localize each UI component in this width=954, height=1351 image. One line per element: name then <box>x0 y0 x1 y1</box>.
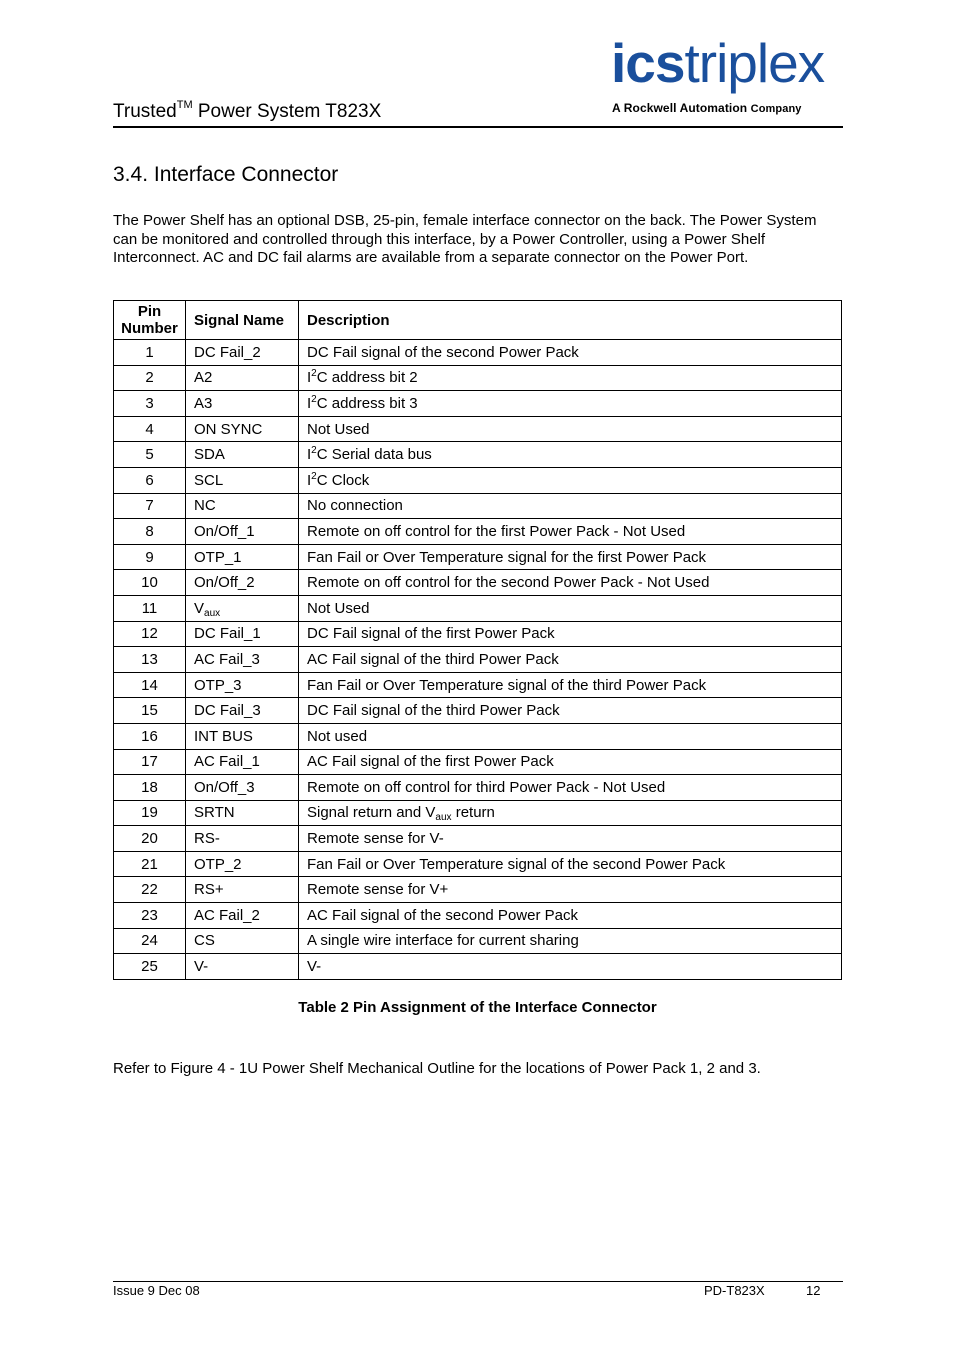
description-text: Remote sense for V- <box>307 830 444 848</box>
logo-tagline-text: A Rockwell Automation <box>612 101 748 115</box>
table-row <box>114 749 842 775</box>
description-cell <box>299 749 842 775</box>
table-row <box>114 903 842 929</box>
description-prefix: I <box>307 471 312 489</box>
table-header-row <box>114 301 842 340</box>
description-cell <box>299 416 842 442</box>
description-cell <box>299 723 842 749</box>
description-prefix: I <box>307 369 312 387</box>
description-text: No connection <box>307 497 403 515</box>
logo-tagline-company: Company <box>750 103 802 115</box>
logo-bold-text: ics <box>611 32 685 94</box>
document-title <box>113 99 381 125</box>
description-text: Remote on off control for the first Power Pack - Not Used <box>307 522 686 540</box>
table-body <box>114 340 842 980</box>
description-superscript: 2 <box>311 445 317 457</box>
pin-number-cell: 15 <box>114 698 186 724</box>
table-row <box>114 954 842 980</box>
description-cell <box>299 647 842 673</box>
description-text: AC Fail signal of the second Power Pack <box>307 906 578 924</box>
description-cell <box>299 570 842 596</box>
signal-name-cell <box>186 749 299 775</box>
pin-number-cell: 10 <box>114 570 186 596</box>
description-text: DC Fail signal of the third Power Pack <box>307 702 560 720</box>
pin-number-cell: 24 <box>114 928 186 954</box>
signal-name-text: A3 <box>194 394 213 412</box>
pin-number-cell: 23 <box>114 903 186 929</box>
reference-paragraph: Refer to Figure 4 - 1U Power Shelf Mechanical Outline for the locations of Power Pack 1, 2 and 3. <box>113 1060 761 1077</box>
signal-name-text: AC Fail_3 <box>194 650 260 668</box>
signal-name-text: OTP_1 <box>194 548 242 566</box>
description-text: Not used <box>307 727 368 745</box>
description-text: C Serial data bus <box>316 446 432 464</box>
pin-number-cell: 4 <box>114 416 186 442</box>
signal-name-cell <box>186 442 299 468</box>
description-text: Remote sense for V+ <box>307 881 449 899</box>
footer-page-number: 12 <box>806 1283 821 1298</box>
signal-name-cell <box>186 621 299 647</box>
description-prefix: I <box>307 446 312 464</box>
signal-name-cell <box>186 928 299 954</box>
signal-name-cell <box>186 391 299 417</box>
table-row <box>114 775 842 801</box>
pin-number-cell: 22 <box>114 877 186 903</box>
table-row <box>114 672 842 698</box>
description-cell <box>299 544 842 570</box>
description-text: AC Fail signal of the first Power Pack <box>307 753 554 771</box>
trademark-mark: TM <box>176 99 193 111</box>
table-row <box>114 519 842 545</box>
signal-name-cell <box>186 544 299 570</box>
description-superscript: 2 <box>311 470 317 482</box>
column-header-signal: Signal Name <box>186 301 299 340</box>
table-row <box>114 416 842 442</box>
logo-wordmark <box>611 32 824 94</box>
description-cell <box>299 928 842 954</box>
table-row <box>114 877 842 903</box>
description-text: V- <box>307 958 322 976</box>
pin-number-cell: 17 <box>114 749 186 775</box>
signal-name-cell <box>186 467 299 493</box>
signal-name-text: CS <box>194 932 215 950</box>
signal-name-cell <box>186 877 299 903</box>
table-row <box>114 570 842 596</box>
signal-name-cell <box>186 903 299 929</box>
description-cell <box>299 621 842 647</box>
description-cell <box>299 595 842 621</box>
company-logo <box>608 32 844 120</box>
title-suffix: Power System T823X <box>192 101 382 122</box>
pin-number-cell: 8 <box>114 519 186 545</box>
signal-name-cell <box>186 493 299 519</box>
table-row <box>114 800 842 826</box>
description-text: Not Used <box>307 420 370 438</box>
description-text: C address bit 3 <box>316 394 418 412</box>
description-cell <box>299 826 842 852</box>
signal-name-text: NC <box>194 497 216 515</box>
signal-name-cell <box>186 723 299 749</box>
description-cell <box>299 851 842 877</box>
table-row <box>114 851 842 877</box>
signal-name-cell <box>186 826 299 852</box>
table-row <box>114 647 842 673</box>
signal-name-cell <box>186 954 299 980</box>
table-row <box>114 442 842 468</box>
table-row <box>114 467 842 493</box>
signal-name-text: OTP_2 <box>194 855 242 873</box>
description-prefix: I <box>307 394 312 412</box>
pin-number-cell: 13 <box>114 647 186 673</box>
description-superscript: 2 <box>311 368 317 380</box>
signal-name-cell <box>186 800 299 826</box>
pin-number-cell: 20 <box>114 826 186 852</box>
description-cell <box>299 698 842 724</box>
description-prefix: Signal return and V <box>307 804 436 822</box>
signal-name-cell <box>186 570 299 596</box>
table-row <box>114 493 842 519</box>
signal-name-cell <box>186 698 299 724</box>
section-heading: 3.4. Interface Connector <box>113 163 339 186</box>
pin-number-cell: 5 <box>114 442 186 468</box>
footer-issue: Issue 9 Dec 08 <box>113 1283 200 1298</box>
pin-number-cell: 21 <box>114 851 186 877</box>
description-text: Remote on off control for third Power Pack - Not Used <box>307 778 666 796</box>
footer-document-id: PD-T823X <box>704 1283 765 1298</box>
description-cell <box>299 800 842 826</box>
signal-name-cell <box>186 519 299 545</box>
signal-name-cell <box>186 416 299 442</box>
signal-name-text: AC Fail_2 <box>194 906 260 924</box>
signal-name-cell <box>186 365 299 391</box>
description-text: DC Fail signal of the first Power Pack <box>307 625 555 643</box>
description-text: Fan Fail or Over Temperature signal for the first Power Pack <box>307 548 707 566</box>
signal-name-cell <box>186 340 299 366</box>
description-text: Fan Fail or Over Temperature signal of the second Power Pack <box>307 855 726 873</box>
pin-number-cell: 7 <box>114 493 186 519</box>
description-text: C address bit 2 <box>316 369 418 387</box>
table-row <box>114 365 842 391</box>
table-row <box>114 621 842 647</box>
description-cell <box>299 877 842 903</box>
table-row <box>114 723 842 749</box>
signal-name-text: ON SYNC <box>194 420 263 438</box>
signal-name-text: DC Fail_1 <box>194 625 261 643</box>
logo-light-text: triplex <box>684 32 825 94</box>
signal-name-text: V <box>194 599 205 617</box>
description-cell <box>299 365 842 391</box>
title-prefix: Trusted <box>113 101 177 122</box>
pin-number-cell: 12 <box>114 621 186 647</box>
description-text: AC Fail signal of the third Power Pack <box>307 650 559 668</box>
table-row <box>114 391 842 417</box>
description-cell <box>299 467 842 493</box>
table-row <box>114 544 842 570</box>
signal-name-text: V- <box>194 958 209 976</box>
intro-paragraph: The Power Shelf has an optional DSB, 25-pin, female interface connector on the back. The Power System can be monitored and controlled through this interface, by a Power Controller, using a Power Shelf Interconnect. AC and DC fail alarms are available from a separate connector on the Power Port. <box>113 212 817 266</box>
signal-name-text: AC Fail_1 <box>194 753 260 771</box>
signal-name-text: A2 <box>194 369 213 387</box>
signal-subscript: aux <box>204 607 221 619</box>
table-row <box>114 928 842 954</box>
pin-number-cell: 2 <box>114 365 186 391</box>
signal-name-cell <box>186 851 299 877</box>
description-cell <box>299 493 842 519</box>
table-row <box>114 698 842 724</box>
pin-number-cell: 18 <box>114 775 186 801</box>
signal-name-text: DC Fail_3 <box>194 702 261 720</box>
signal-name-text: SRTN <box>194 804 235 822</box>
signal-name-text: On/Off_1 <box>194 522 255 540</box>
description-subscript: aux <box>435 812 452 824</box>
logo-tagline <box>612 101 802 116</box>
pin-assignment-table <box>113 300 842 980</box>
description-text: DC Fail signal of the second Power Pack <box>307 343 579 361</box>
table-caption: Table 2 Pin Assignment of the Interface Connector <box>298 999 657 1016</box>
signal-name-text: OTP_3 <box>194 676 242 694</box>
table-row <box>114 826 842 852</box>
pin-number-cell: 11 <box>114 595 186 621</box>
signal-name-text: RS- <box>194 830 220 848</box>
description-text: Remote on off control for the second Power Pack - Not Used <box>307 574 710 592</box>
header-divider <box>113 126 843 128</box>
signal-name-text: RS+ <box>194 881 224 899</box>
description-text: A single wire interface for current sharing <box>307 932 579 950</box>
description-cell <box>299 903 842 929</box>
pin-number-cell: 16 <box>114 723 186 749</box>
description-superscript: 2 <box>311 393 317 405</box>
column-header-pin: Pin Number <box>114 301 186 340</box>
description-cell <box>299 340 842 366</box>
signal-name-text: INT BUS <box>194 727 253 745</box>
column-header-description: Description <box>299 301 842 340</box>
signal-name-text: On/Off_2 <box>194 574 255 592</box>
pin-number-cell: 6 <box>114 467 186 493</box>
signal-name-text: DC Fail_2 <box>194 343 261 361</box>
description-text: return <box>451 804 495 822</box>
description-cell <box>299 442 842 468</box>
description-cell <box>299 672 842 698</box>
description-text: C Clock <box>316 471 370 489</box>
signal-name-cell <box>186 775 299 801</box>
description-cell <box>299 775 842 801</box>
pin-number-cell: 3 <box>114 391 186 417</box>
signal-name-text: SCL <box>194 471 224 489</box>
description-text: Not Used <box>307 599 370 617</box>
pin-number-cell: 19 <box>114 800 186 826</box>
description-cell <box>299 391 842 417</box>
signal-name-cell <box>186 595 299 621</box>
description-cell <box>299 519 842 545</box>
table-row <box>114 340 842 366</box>
description-text: Fan Fail or Over Temperature signal of the third Power Pack <box>307 676 707 694</box>
footer-divider <box>113 1281 843 1282</box>
signal-name-text: SDA <box>194 446 225 464</box>
signal-name-text: On/Off_3 <box>194 778 255 796</box>
signal-name-cell <box>186 647 299 673</box>
pin-number-cell: 14 <box>114 672 186 698</box>
signal-name-cell <box>186 672 299 698</box>
table-row <box>114 595 842 621</box>
description-cell <box>299 954 842 980</box>
pin-number-cell: 1 <box>114 340 186 366</box>
pin-number-cell: 25 <box>114 954 186 980</box>
pin-number-cell: 9 <box>114 544 186 570</box>
